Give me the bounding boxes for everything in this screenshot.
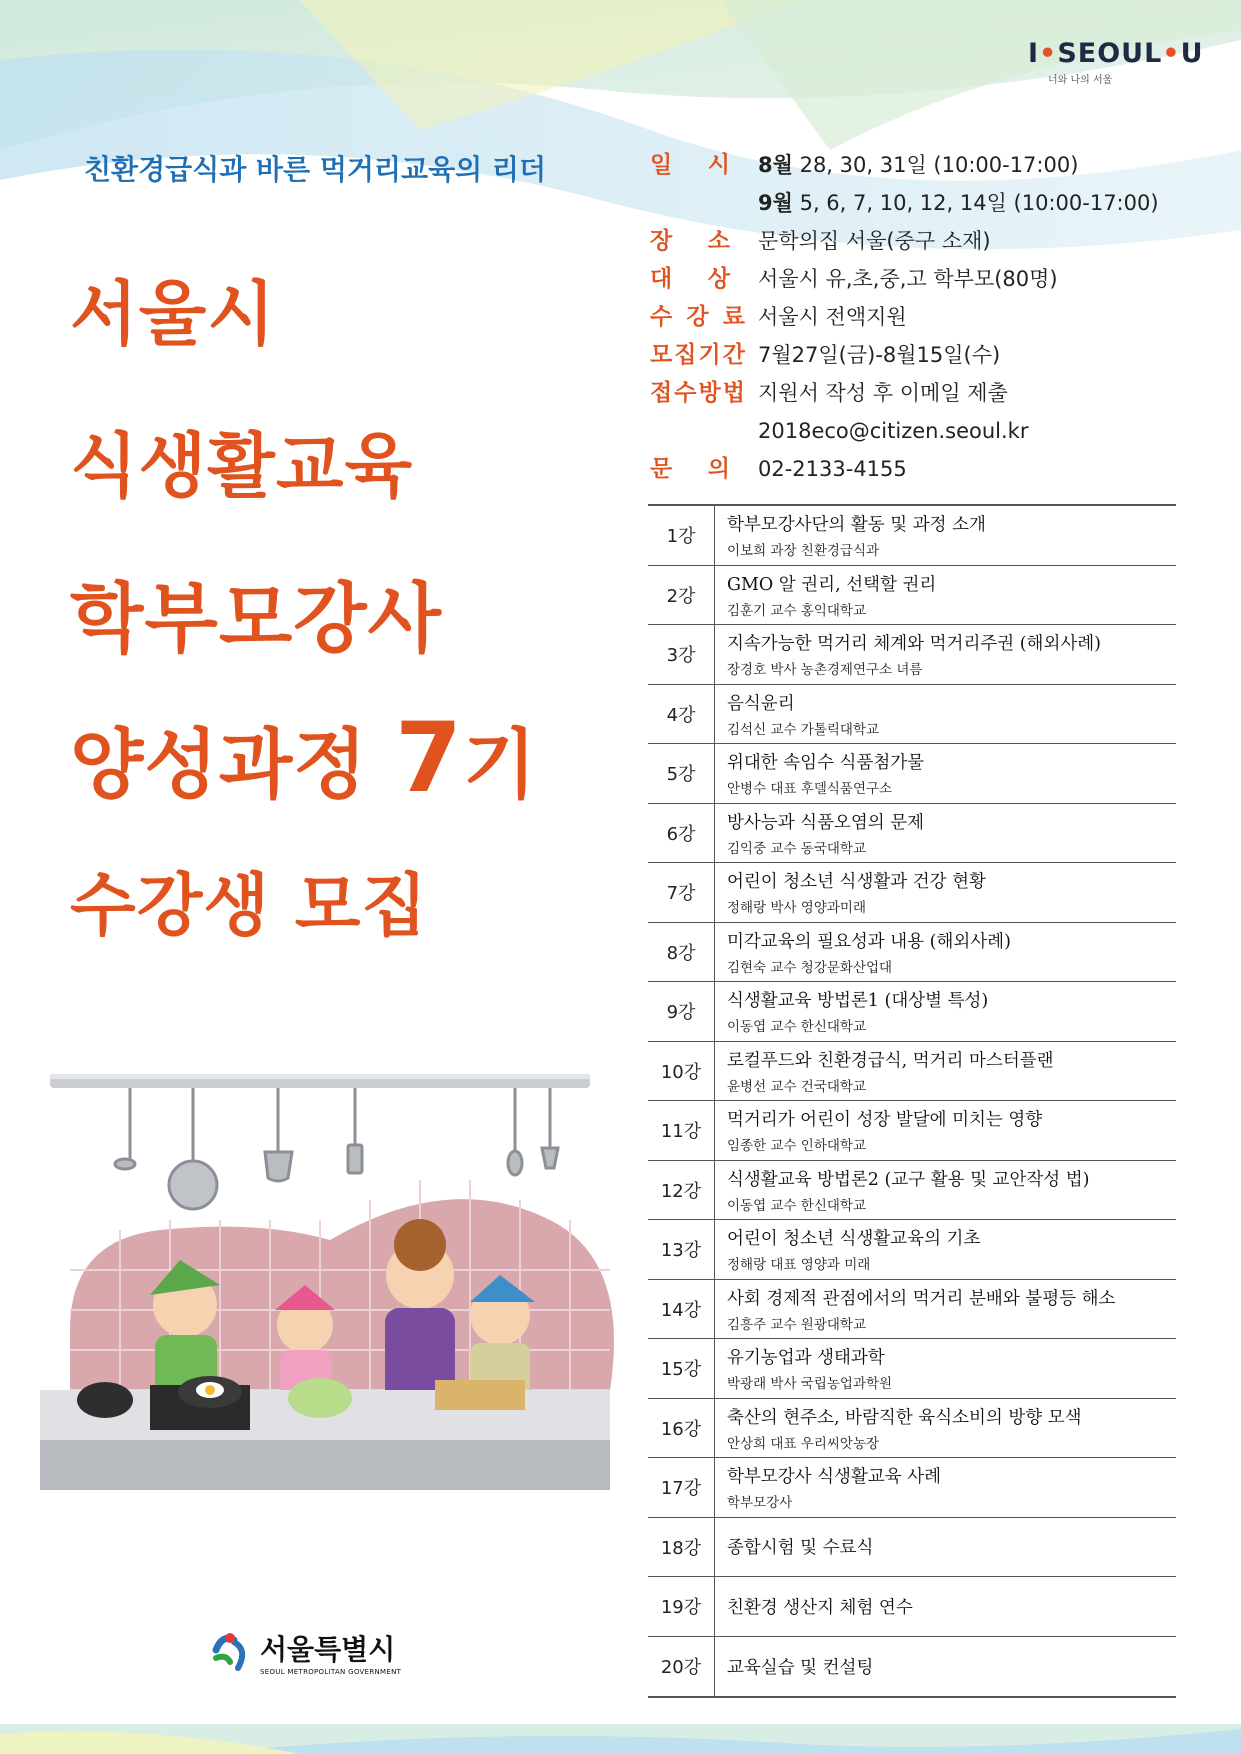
lecture-number: 8강 — [648, 923, 715, 982]
schedule-row — [648, 1042, 1176, 1102]
lecture-instructor: 박광래 박사 국립농업과학원 — [727, 1376, 893, 1393]
info-value: 8월 28, 30, 31일 (10:00-17:00) — [758, 153, 1079, 177]
schedule-row — [648, 1280, 1176, 1340]
lecture-instructor: 이동엽 교수 한신대학교 — [727, 1019, 866, 1036]
schedule-row — [648, 1577, 1176, 1637]
lecture-info — [715, 744, 1176, 803]
info-row — [650, 414, 1210, 452]
lecture-info — [715, 506, 1176, 565]
lecture-number: 10강 — [648, 1042, 715, 1101]
info-row — [650, 300, 1210, 338]
lecture-info — [715, 1339, 1176, 1398]
lecture-instructor: 정해랑 박사 영양과미래 — [727, 900, 866, 917]
lecture-number: 18강 — [648, 1518, 715, 1577]
schedule-row — [648, 982, 1176, 1042]
info-row — [650, 338, 1210, 376]
title-line-4 — [70, 702, 537, 814]
info-row — [650, 224, 1210, 262]
lecture-instructor: 김훈기 교수 홍익대학교 — [727, 602, 866, 619]
lecture-instructor: 안상희 대표 우리씨앗농장 — [727, 1435, 880, 1452]
brand-name: I•SEOUL•U — [1028, 38, 1204, 69]
lecture-title: 유기농업과 생태과학 — [727, 1348, 885, 1369]
lecture-title: 로컬푸드와 친환경급식, 먹거리 마스터플랜 — [727, 1050, 1054, 1071]
info-label: 일 시 — [650, 152, 730, 178]
lecture-number: 9강 — [648, 982, 715, 1041]
lecture-title: 지속가능한 먹거리 체계와 먹거리주권 (해외사례) — [727, 634, 1102, 655]
lecture-info — [715, 982, 1176, 1041]
info-row — [650, 148, 1210, 186]
lecture-title: 사회 경제적 관점에서의 먹거리 분배와 불평등 해소 — [727, 1288, 1116, 1309]
lecture-info — [715, 1518, 1176, 1577]
lecture-number: 17강 — [648, 1458, 715, 1517]
lecture-title: 방사능과 식품오염의 문제 — [727, 812, 925, 833]
lecture-number: 2강 — [648, 566, 715, 625]
brand-part-u: U — [1180, 38, 1204, 69]
info-value: 서울시 유,초,중,고 학부모(80명) — [758, 267, 1058, 291]
title-line-5: 수강생 모집 — [70, 867, 429, 946]
lecture-info — [715, 1399, 1176, 1458]
info-row — [650, 186, 1210, 224]
lecture-number: 13강 — [648, 1220, 715, 1279]
title-line-2: 식생활교육 — [70, 425, 414, 507]
brand-tagline: 너와 나의 서울 — [1048, 75, 1113, 86]
lecture-number: 14강 — [648, 1280, 715, 1339]
schedule-row — [648, 744, 1176, 804]
info-label: 문 의 — [650, 456, 730, 482]
lecture-title: 미각교육의 필요성과 내용 (해외사례) — [727, 931, 1011, 952]
lecture-number: 15강 — [648, 1339, 715, 1398]
seoul-city-logo — [208, 1628, 401, 1676]
brand-part-i: I — [1028, 38, 1040, 69]
city-subtitle: SEOUL METROPOLITAN GOVERNMENT — [260, 1668, 402, 1676]
schedule-row — [648, 1637, 1176, 1697]
schedule-row — [648, 506, 1176, 566]
kitchen-cooking-illustration — [30, 1060, 630, 1560]
schedule-row — [648, 1101, 1176, 1161]
schedule-row — [648, 1399, 1176, 1459]
lecture-instructor: 김흥주 교수 원광대학교 — [727, 1316, 866, 1333]
lecture-title: 어린이 청소년 식생활과 건강 현황 — [727, 872, 986, 893]
lecture-info — [715, 1220, 1176, 1279]
lecture-instructor: 김현숙 교수 청강문화산업대 — [727, 959, 893, 976]
schedule-row — [648, 1161, 1176, 1221]
schedule-row — [648, 566, 1176, 626]
schedule-row — [648, 1518, 1176, 1578]
lecture-instructor: 정해랑 대표 영양과 미래 — [727, 1257, 871, 1274]
info-row — [650, 262, 1210, 300]
schedule-row — [648, 804, 1176, 864]
lecture-number: 16강 — [648, 1399, 715, 1458]
info-value[interactable]: 2018eco@citizen.seoul.kr — [758, 419, 1029, 443]
lecture-number: 19강 — [648, 1577, 715, 1636]
i-seoul-u-logo — [1028, 38, 1208, 86]
lecture-title: 학부모강사 식생활교육 사례 — [727, 1467, 941, 1488]
lecture-instructor: 이보희 과장 친환경급식과 — [727, 543, 880, 560]
seoul-city-emblem-icon — [208, 1628, 254, 1676]
lecture-title: 식생활교육 방법론1 (대상별 특성) — [727, 991, 989, 1012]
info-value: 02-2133-4155 — [758, 457, 907, 481]
lecture-number: 11강 — [648, 1101, 715, 1160]
schedule-row — [648, 1220, 1176, 1280]
lecture-instructor: 김익중 교수 동국대학교 — [727, 840, 866, 857]
info-value: 지원서 작성 후 이메일 제출 — [758, 381, 1008, 405]
schedule-row — [648, 1339, 1176, 1399]
lecture-info — [715, 1161, 1176, 1220]
lecture-number: 7강 — [648, 863, 715, 922]
lecture-instructor: 이동엽 교수 한신대학교 — [727, 1197, 866, 1214]
schedule-table — [648, 504, 1176, 1698]
info-value: 7월27일(금)-8월15일(수) — [758, 343, 1001, 367]
lecture-info — [715, 625, 1176, 684]
info-label: 대 상 — [650, 266, 730, 292]
city-name: 서울특별시 — [260, 1633, 396, 1666]
lecture-title: GMO 알 권리, 선택할 권리 — [727, 574, 937, 595]
lecture-title: 식생활교육 방법론2 (교구 활용 및 교안작성 법) — [727, 1169, 1090, 1190]
title-line-4-number: 7 — [395, 702, 463, 814]
title-line-3: 학부모강사 — [70, 574, 443, 663]
lecture-instructor: 김석신 교수 가톨릭대학교 — [727, 721, 880, 738]
lecture-title: 음식윤리 — [727, 693, 795, 714]
info-label: 수 강 료 — [650, 304, 745, 330]
info-block — [650, 148, 1210, 490]
lecture-info — [715, 1458, 1176, 1517]
lecture-instructor: 장경호 박사 농촌경제연구소 녀름 — [727, 662, 923, 679]
lecture-info — [715, 566, 1176, 625]
lecture-title: 친환경 생산지 체험 연수 — [727, 1597, 913, 1618]
info-row — [650, 452, 1210, 490]
lecture-info — [715, 1042, 1176, 1101]
lecture-title: 종합시험 및 수료식 — [727, 1538, 874, 1559]
info-label: 모 집 기 간 — [650, 342, 745, 368]
lecture-info — [715, 1637, 1176, 1697]
background-bottom-watercolor — [0, 1724, 1241, 1754]
info-label: 접 수 방 법 — [650, 380, 745, 406]
lecture-info — [715, 1577, 1176, 1636]
lecture-instructor: 학부모강사 — [727, 1495, 793, 1512]
lecture-info — [715, 1280, 1176, 1339]
lecture-info — [715, 923, 1176, 982]
lecture-title: 어린이 청소년 식생활교육의 기초 — [727, 1229, 981, 1250]
brand-part-seoul: SEOUL — [1057, 38, 1163, 69]
title-line-4-text: 양성과정 — [70, 720, 368, 809]
info-label: 장 소 — [650, 228, 730, 254]
lecture-number: 20강 — [648, 1637, 715, 1697]
schedule-row — [648, 923, 1176, 983]
lecture-title: 먹거리가 어린이 성장 발달에 미치는 영향 — [727, 1110, 1043, 1131]
lecture-info — [715, 863, 1176, 922]
info-value: 서울시 전액지원 — [758, 305, 907, 329]
schedule-row — [648, 685, 1176, 745]
lecture-info — [715, 804, 1176, 863]
info-value: 문학의집 서울(중구 소재) — [758, 229, 991, 253]
lecture-info — [715, 1101, 1176, 1160]
lecture-title: 교육실습 및 컨설팅 — [727, 1657, 874, 1678]
info-value: 9월 5, 6, 7, 10, 12, 14일 (10:00-17:00) — [758, 191, 1159, 215]
subtitle: 친환경급식과 바른 먹거리교육의 리더 — [84, 153, 547, 186]
info-row — [650, 376, 1210, 414]
lecture-instructor: 임종한 교수 인하대학교 — [727, 1138, 866, 1155]
schedule-row — [648, 863, 1176, 923]
lecture-instructor: 안병수 대표 후델식품연구소 — [727, 781, 893, 798]
title-line-1: 서울시 — [70, 273, 276, 355]
lecture-number: 3강 — [648, 625, 715, 684]
lecture-number: 5강 — [648, 744, 715, 803]
lecture-info — [715, 685, 1176, 744]
title-line-4-suffix: 기 — [462, 720, 538, 809]
lecture-title: 위대한 속임수 식품첨가물 — [727, 753, 925, 774]
lecture-instructor: 윤병선 교수 건국대학교 — [727, 1078, 866, 1095]
schedule-row — [648, 1458, 1176, 1518]
lecture-title: 축산의 현주소, 바람직한 육식소비의 방향 모색 — [727, 1407, 1082, 1428]
lecture-number: 4강 — [648, 685, 715, 744]
lecture-number: 1강 — [648, 506, 715, 565]
lecture-number: 6강 — [648, 804, 715, 863]
lecture-number: 12강 — [648, 1161, 715, 1220]
schedule-row — [648, 625, 1176, 685]
lecture-title: 학부모강사단의 활동 및 과정 소개 — [727, 515, 986, 536]
